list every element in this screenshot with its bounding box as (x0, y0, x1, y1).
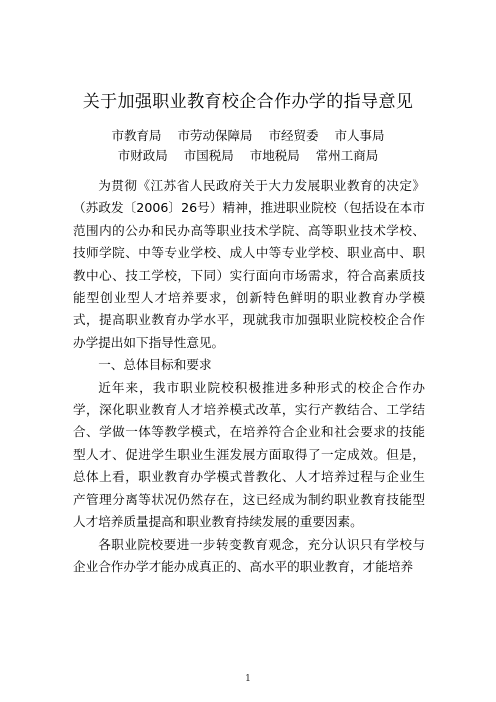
body-paragraph: 近年来，我市职业院校积极推进多种形式的校企合作办学，深化职业教育人才培养模式改革，实行产教结合、工学结合、学做一体等教学模式，在培养符合企业和社会要求的技能型人才、促进学生职业生涯发展方面取得了一定成效。但是，总体上看，职业教育办学模式普教化、人才培养过程与企业生产管理分离等状况仍然存在，这已经成为制约职业教育技能型人才培养质量提高和职业教育持续发展的重要因素。 (73, 379, 425, 530)
section-heading: 一、总体目标和要求 (98, 357, 212, 373)
issuer-item: 市国税局 (183, 148, 234, 163)
document-body (73, 175, 425, 578)
issuer-item: 市人事局 (334, 128, 385, 143)
page-number: 1 (245, 674, 251, 684)
intro-paragraph: 为贯彻《江苏省人民政府关于大力发展职业教育的决定》（苏政发〔2006〕26号）精神，推进职业院校（包括设在本市范围内的公办和民办高等职业技术学院、高等职业技术学校、技师学院、中等专业学校、成人中等专业学校、职业高中、职教中心、技工学校，下同）实行面向市场需求，符合高素质技能型创业型人才培养要求，创新特色鲜明的职业教育办学模式，提高职业教育办学水平，现就我市加强职业院校校企合作办学提出如下指导性意见。 (73, 178, 425, 350)
issuer-item: 市财政局 (117, 148, 168, 163)
issuers-line-1 (0, 126, 496, 146)
issuer-item: 市教育局 (111, 128, 162, 143)
issuing-departments (0, 126, 496, 166)
issuer-item: 市劳动保障局 (177, 128, 253, 143)
issuers-line-2 (0, 146, 496, 166)
issuer-item: 市经贸委 (268, 128, 319, 143)
issuer-item: 市地税局 (249, 148, 300, 163)
issuer-item: 常州工商局 (315, 148, 379, 163)
document-title: 关于加强职业教育校企合作办学的指导意见 (82, 92, 414, 112)
body-paragraph: 各职业院校要进一步转变教育观念，充分认识只有学校与企业合作办学才能办成真正的、高水平的职业教育，才能培养 (73, 536, 425, 574)
